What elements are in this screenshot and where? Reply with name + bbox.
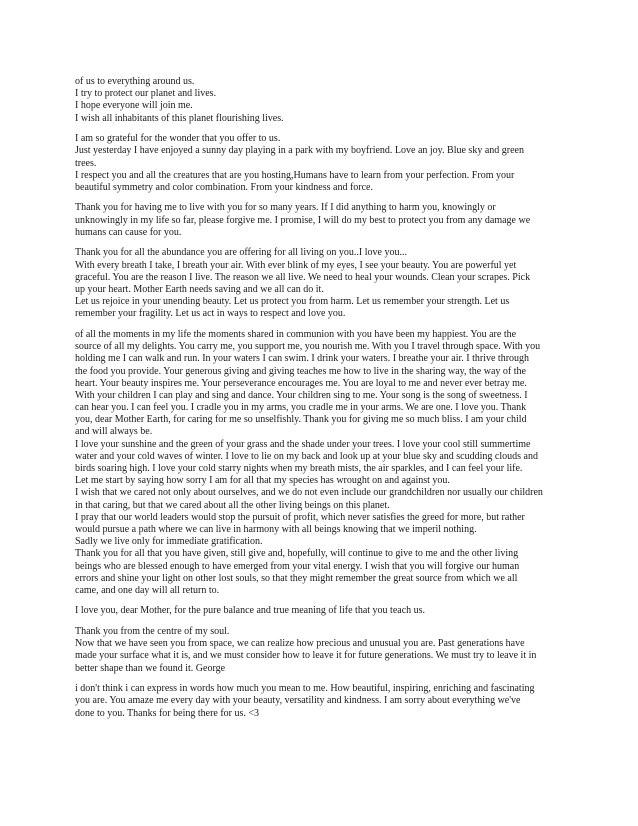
text-line: trees. xyxy=(75,157,97,169)
text-line: I respect you and all the creatures that are you hosting,Humans have to learn from your perfection. From your xyxy=(75,169,515,181)
text-line: I wish that we cared not only about ourselves, and we do not even include our grandchildren nor usually our children xyxy=(75,487,543,499)
text-line: humans can cause for you. xyxy=(75,226,182,238)
text-line: errors and shine your light on other lost souls, so that they might remember the great source from which we all xyxy=(75,572,518,584)
text-line: of all the moments in my life the moments shared in communion with you have been my happiest. You are the xyxy=(75,328,517,340)
paragraph-gap xyxy=(75,597,567,605)
paragraph-gap xyxy=(75,618,567,626)
text-line: I love your sunshine and the green of your grass and the shade under your trees. I love your cool still summertime xyxy=(75,438,531,450)
text-line: you, dear Mother Earth, for caring for me so unselfishly. Thank you for giving me so much bliss. I am your child xyxy=(75,414,527,426)
text-line: and will always be. xyxy=(75,426,153,438)
text-line: Let us rejoice in your unending beauty. Let us protect you from harm. Let us remember your strength. Let us xyxy=(75,296,510,308)
text-line: better shape than we found it. George xyxy=(75,662,226,674)
text-line: heart. Your beauty inspires me. Your perseverance encourages me. You are loyal to me and never ever betray me. xyxy=(75,377,527,389)
paragraph xyxy=(75,683,567,720)
text-line: Just yesterday I have enjoyed a sunny day playing in a park with my boyfriend. Love an joy. Blue sky and green xyxy=(75,145,524,157)
paragraph xyxy=(75,626,567,675)
text-line: Thank you from the centre of my soul. xyxy=(75,626,230,638)
paragraph xyxy=(75,76,567,125)
text-line: can hear you. I can feel you. I cradle you in my arms, you cradle me in your arms. We are one. I love you. Thank xyxy=(75,402,527,414)
text-line: would pursue a path where we can live in harmony with all beings knowing that we imperil nothing. xyxy=(75,523,477,535)
text-line: in that caring, but that we cared about all the other living beings on this planet. xyxy=(75,499,390,511)
text-line: I pray that our world leaders would stop the pursuit of profit, which never satisfies the greed for more, but rather xyxy=(75,511,525,523)
text-line: Thank you for all the abundance you are offering for all living on you..I love you... xyxy=(75,247,407,259)
text-line: Thank you for all that you have given, still give and, hopefully, will continue to give to me and the other living xyxy=(75,548,519,560)
text-line: up your heart. Mother Earth needs saving and we all can do it. xyxy=(75,283,324,295)
text-line: I wish all inhabitants of this planet flourishing lives. xyxy=(75,112,284,124)
text-line: beings who are blessed enough to have emerged from your vital energy. I wish that you will forgive our human xyxy=(75,560,520,572)
text-line: Let me start by saying how sorry I am for all that my species has wrought on and against you. xyxy=(75,475,450,487)
text-line: I hope everyone will join me. xyxy=(75,100,193,112)
paragraph xyxy=(75,247,567,320)
text-line: Now that we have seen you from space, we can realize how precious and unusual you are. Past generations have xyxy=(75,638,525,650)
text-line: With your children I can play and sing and dance. Your children sing to me. Your song is the song of sweetness. I xyxy=(75,389,528,401)
paragraph xyxy=(75,605,567,617)
paragraph-gap xyxy=(75,675,567,683)
text-line: made your surface what it is, and we must consider how to leave it for future generations. We must try to leave it in xyxy=(75,650,537,662)
text-line: remember your fragility. Let us act in ways to respect and love you. xyxy=(75,308,346,320)
text-line: of us to everything around us. xyxy=(75,76,195,87)
text-line: I love you, dear Mother, for the pure balance and true meaning of life that you teach us. xyxy=(75,605,426,617)
paragraph xyxy=(75,202,567,239)
text-line: the food you provide. Your generous giving and giving teaches me how to live in the sharing way, the way of the xyxy=(75,365,526,377)
text-line: I try to protect our planet and lives. xyxy=(75,88,217,100)
text-line: source of all my delights. You carry me, you support me, you nourish me. With you I travel through space. With you xyxy=(75,341,541,353)
paragraph xyxy=(75,329,567,597)
text-line: With every breath I take, I breath your air. With ever blink of my eyes, I see your beauty. You are powerful yet xyxy=(75,259,517,271)
text-line: you are. You amaze me every day with your beauty, versatility and kindness. I am sorry about everything we've xyxy=(75,695,521,707)
paragraph-gap xyxy=(75,239,567,247)
text-line: done to you. Thanks for being there for us. <3 xyxy=(75,707,260,719)
text-line: unknowingly in my life so far, please forgive me. I promise, I will do my best to protect you from any damage we xyxy=(75,214,531,226)
text-line: beautiful symmetry and color combination. From your kindness and force. xyxy=(75,181,373,193)
text-line: graceful. You are the reason I live. The reason we all live. We need to heal your wounds. Clean your scrapes. Pick xyxy=(75,271,531,283)
paragraph-gap xyxy=(75,321,567,329)
document-body xyxy=(75,76,567,720)
text-line: i don't think i can express in words how much you mean to me. How beautiful, inspiring, enriching and fascinating xyxy=(75,683,535,695)
text-line: I am so grateful for the wonder that you offer to us. xyxy=(75,133,281,145)
text-line: birds soaring high. I love your cold starry nights when my breath mists, the air sparkles, and I can feel your life. xyxy=(75,463,523,474)
paragraph-gap xyxy=(75,194,567,202)
text-line: came, and one day will all return to. xyxy=(75,584,220,596)
paragraph-gap xyxy=(75,125,567,133)
text-line: water and your cold waves of winter. I love to lie on my back and look up at your blue sky and scudding clouds and xyxy=(75,450,538,462)
text-line: holding me I can walk and run. In your waters I can swim. I drink your waters. I breathe your air. I thrive through xyxy=(75,353,530,365)
paragraph xyxy=(75,133,567,194)
text-line: Thank you for having me to live with you for so many years. If I did anything to harm you, knowingly or xyxy=(75,202,496,214)
text-line: Sadly we live only for immediate gratification. xyxy=(75,536,263,548)
